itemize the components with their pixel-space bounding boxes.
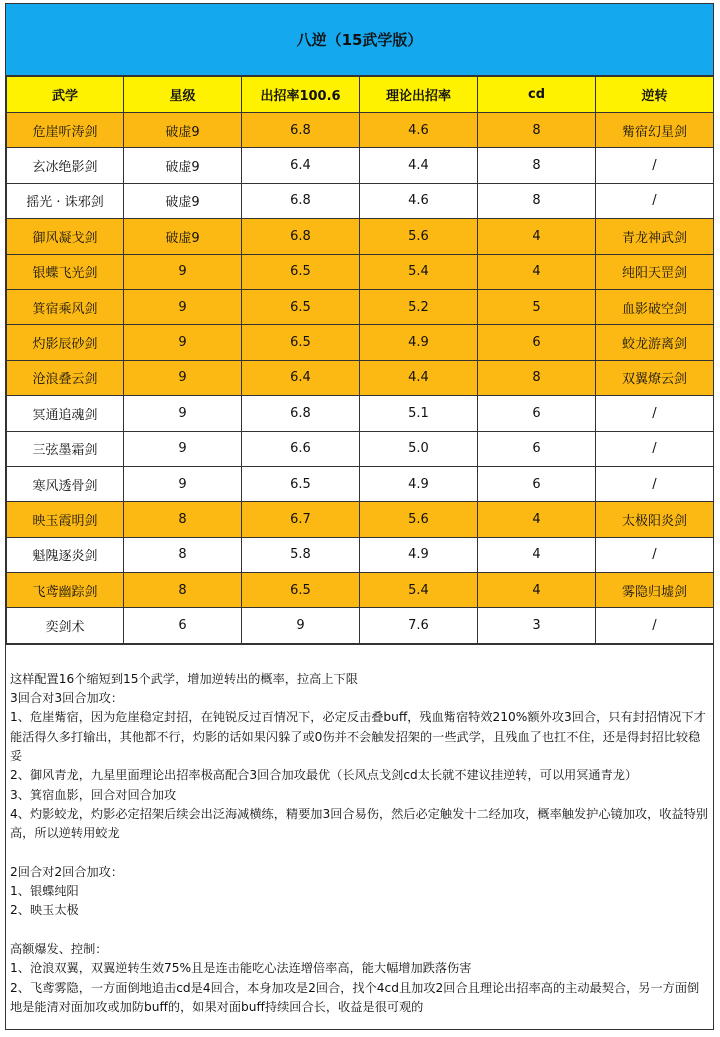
- lilun-cell: 5.0: [360, 431, 478, 466]
- nizhuan-cell: 觜宿幻星剑: [596, 113, 714, 148]
- nizhuan-cell: /: [596, 537, 714, 572]
- xingji-cell: 6: [124, 608, 242, 643]
- note-spacer: [10, 844, 709, 863]
- chuzhaolv-cell: 5.8: [242, 537, 360, 572]
- cd-cell: 3: [478, 608, 596, 643]
- xingji-cell: 破虚9: [124, 219, 242, 254]
- xingji-cell: 8: [124, 573, 242, 608]
- wuxue-cell: 御风凝戈剑: [7, 219, 124, 254]
- nizhuan-cell: 太极阳炎剑: [596, 502, 714, 537]
- note-line: 1、危崖觜宿，因为危崖稳定封招，在钝锐反过百情况下，必定反击叠buff，残血觜宿特效210%额外攻3回合，只有封招情况下才能活得久多打输出，其他都不行，灼影的话如果闪躲了或0伤并不会触发招架的一些武学，且残血了也扛不住，还是得封招比较稳妥: [10, 710, 706, 764]
- chuzhaolv-cell: 6.5: [242, 289, 360, 324]
- xingji-cell: 9: [124, 466, 242, 501]
- xingji-cell: 9: [124, 325, 242, 360]
- cd-cell: 4: [478, 573, 596, 608]
- lilun-cell: 5.1: [360, 396, 478, 431]
- lilun-cell: 4.4: [360, 360, 478, 395]
- note-line: 1、沧浪双翼，双翼逆转生效75%且是连击能吃心法连增倍率高，能大幅增加跌落伤害: [10, 961, 472, 976]
- lilun-cell: 5.2: [360, 289, 478, 324]
- lilun-cell: 4.9: [360, 466, 478, 501]
- xingji-cell: 破虚9: [124, 113, 242, 148]
- wuxue-cell: 玄冰绝影剑: [7, 148, 124, 183]
- xingji-cell: 8: [124, 537, 242, 572]
- lilun-cell: 5.4: [360, 254, 478, 289]
- chuzhaolv-cell: 6.4: [242, 148, 360, 183]
- table-row: [7, 466, 714, 501]
- xingji-cell: 9: [124, 396, 242, 431]
- notes-section: [6, 644, 713, 1017]
- table-row: [7, 219, 714, 254]
- header-nizhuan: 逆转: [596, 77, 714, 113]
- lilun-cell: 5.6: [360, 219, 478, 254]
- chuzhaolv-cell: 6.8: [242, 219, 360, 254]
- wuxue-cell: 灼影辰砂剑: [7, 325, 124, 360]
- table-row: [7, 502, 714, 537]
- cd-cell: 4: [478, 502, 596, 537]
- nizhuan-cell: 血影破空剑: [596, 289, 714, 324]
- nizhuan-cell: 纯阳天罡剑: [596, 254, 714, 289]
- note-line: 3回合对3回合加攻：: [10, 691, 124, 706]
- chuzhaolv-cell: 6.7: [242, 502, 360, 537]
- note-line: 这样配置16个缩短到15个武学，增加逆转出的概率，拉高上下限: [10, 671, 358, 686]
- table-row: [7, 183, 714, 218]
- note-spacer: [10, 921, 709, 940]
- header-row: [7, 77, 714, 113]
- nizhuan-cell: 双翼燎云剑: [596, 360, 714, 395]
- cd-cell: 6: [478, 431, 596, 466]
- cd-cell: 6: [478, 396, 596, 431]
- xingji-cell: 破虚9: [124, 183, 242, 218]
- cd-cell: 8: [478, 360, 596, 395]
- chuzhaolv-cell: 6.4: [242, 360, 360, 395]
- cd-cell: 6: [478, 325, 596, 360]
- nizhuan-cell: /: [596, 608, 714, 643]
- martial-arts-table: [6, 76, 714, 644]
- chuzhaolv-cell: 6.8: [242, 396, 360, 431]
- cd-cell: 8: [478, 148, 596, 183]
- lilun-cell: 4.9: [360, 537, 478, 572]
- nizhuan-cell: 蛟龙游离剑: [596, 325, 714, 360]
- table-body: [7, 113, 714, 644]
- xingji-cell: 9: [124, 431, 242, 466]
- chuzhaolv-cell: 6.8: [242, 183, 360, 218]
- note-line: 2、映玉太极: [10, 903, 79, 918]
- wuxue-cell: 三弦墨霜剑: [7, 431, 124, 466]
- table-row: [7, 148, 714, 183]
- wuxue-cell: 箕宿乘风剑: [7, 289, 124, 324]
- chuzhaolv-cell: 6.5: [242, 466, 360, 501]
- cd-cell: 4: [478, 254, 596, 289]
- table-row: [7, 573, 714, 608]
- table-row: [7, 113, 714, 148]
- cd-cell: 4: [478, 537, 596, 572]
- wuxue-cell: 奕剑术: [7, 608, 124, 643]
- header-lilun: 理论出招率: [360, 77, 478, 113]
- note-line: 1、银蝶纯阳: [10, 884, 79, 899]
- nizhuan-cell: 青龙神武剑: [596, 219, 714, 254]
- table-row: [7, 431, 714, 466]
- lilun-cell: 5.4: [360, 573, 478, 608]
- chuzhaolv-cell: 6.5: [242, 573, 360, 608]
- wuxue-cell: 沧浪叠云剑: [7, 360, 124, 395]
- nizhuan-cell: /: [596, 396, 714, 431]
- wuxue-cell: 映玉霞明剑: [7, 502, 124, 537]
- chuzhaolv-cell: 6.6: [242, 431, 360, 466]
- note-line: 2、御风青龙，九星里面理论出招率极高配合3回合加攻最优（长风点戈剑cd太长就不建议挂逆转，可以用冥通青龙）: [10, 768, 638, 783]
- table-row: [7, 608, 714, 643]
- wuxue-cell: 摇光 · 诛邪剑: [7, 183, 124, 218]
- cd-cell: 4: [478, 219, 596, 254]
- chuzhaolv-cell: 9: [242, 608, 360, 643]
- header-cd: cd: [478, 77, 596, 113]
- lilun-cell: 5.6: [360, 502, 478, 537]
- spreadsheet: [5, 3, 714, 1030]
- table-row: [7, 289, 714, 324]
- note-line: 2、飞鸢雾隐，一方面倒地追击cd是4回合，本身加攻是2回合，找个4cd且加攻2回合且理论出招率高的主动最契合，另一方面倒地是能清对面加攻或加防buff的，如果对面buff持续回合长，收益是很可观的: [10, 980, 700, 1014]
- table-row: [7, 537, 714, 572]
- table-row: [7, 254, 714, 289]
- xingji-cell: 8: [124, 502, 242, 537]
- xingji-cell: 9: [124, 289, 242, 324]
- wuxue-cell: 银蝶飞光剑: [7, 254, 124, 289]
- header-xingji: 星级: [124, 77, 242, 113]
- chuzhaolv-cell: 6.5: [242, 254, 360, 289]
- wuxue-cell: 冥通追魂剑: [7, 396, 124, 431]
- header-wuxue: 武学: [7, 77, 124, 113]
- table-row: [7, 396, 714, 431]
- xingji-cell: 9: [124, 360, 242, 395]
- chuzhaolv-cell: 6.5: [242, 325, 360, 360]
- nizhuan-cell: /: [596, 183, 714, 218]
- table-row: [7, 360, 714, 395]
- nizhuan-cell: 雾隐归墟剑: [596, 573, 714, 608]
- xingji-cell: 9: [124, 254, 242, 289]
- lilun-cell: 4.9: [360, 325, 478, 360]
- table-row: [7, 325, 714, 360]
- cd-cell: 8: [478, 183, 596, 218]
- note-line: 4、灼影蛟龙，灼影必定招架后续会出泛海减横练，精要加3回合易伤，然后必定触发十二经加攻，概率触发护心镜加攻，收益特别高，所以逆转用蛟龙: [10, 806, 709, 841]
- nizhuan-cell: /: [596, 148, 714, 183]
- wuxue-cell: 危崖听涛剑: [7, 113, 124, 148]
- nizhuan-cell: /: [596, 431, 714, 466]
- cd-cell: 6: [478, 466, 596, 501]
- lilun-cell: 4.4: [360, 148, 478, 183]
- note-line: 2回合对2回合加攻：: [10, 864, 124, 879]
- note-line: 3、箕宿血影，回合对回合加攻: [10, 787, 177, 802]
- cd-cell: 5: [478, 289, 596, 324]
- nizhuan-cell: /: [596, 466, 714, 501]
- lilun-cell: 4.6: [360, 113, 478, 148]
- lilun-cell: 7.6: [360, 608, 478, 643]
- wuxue-cell: 魁隗逐炎剑: [7, 537, 124, 572]
- chuzhaolv-cell: 6.8: [242, 113, 360, 148]
- sheet-title: 八逆（15武学版）: [6, 4, 713, 76]
- wuxue-cell: 飞鸢幽踪剑: [7, 573, 124, 608]
- cd-cell: 8: [478, 113, 596, 148]
- wuxue-cell: 寒风透骨剑: [7, 466, 124, 501]
- note-line: 高额爆发、控制：: [10, 942, 108, 957]
- lilun-cell: 4.6: [360, 183, 478, 218]
- xingji-cell: 破虚9: [124, 148, 242, 183]
- header-chuzhaolv: 出招率100.6: [242, 77, 360, 113]
